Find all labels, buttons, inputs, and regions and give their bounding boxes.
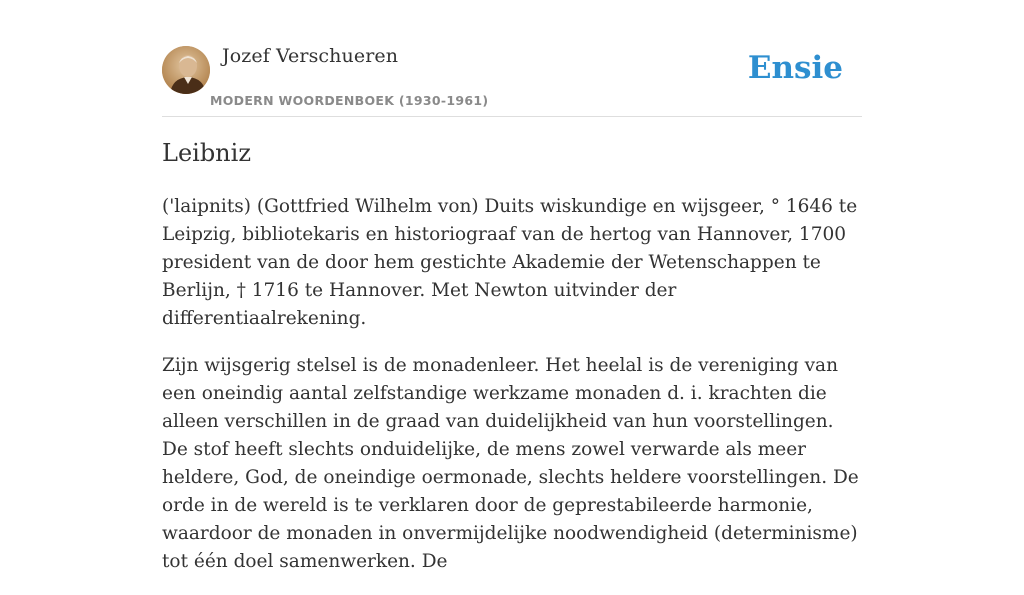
- source-label[interactable]: MODERN WOORDENBOEK (1930-1961): [210, 93, 489, 108]
- entry-title: Leibniz: [162, 139, 251, 167]
- author-name[interactable]: Jozef Verschueren: [222, 45, 399, 67]
- page: [162, 0, 862, 572]
- portrait-icon: [162, 46, 210, 94]
- brand-logo[interactable]: Ensie: [747, 50, 843, 86]
- author-avatar[interactable]: [162, 46, 210, 94]
- entry-paragraph: Zijn wijsgerig stelsel is de monadenleer. Het heelal is de vereniging van een oneindig aantal zelfstandige werkzame monaden d. i. krachten die alleen verschillen in de graad van duidelijkheid van hun voorstellingen. De stof heeft slechts onduidelijke, de mens zowel verwarde als meer heldere, God, de oneindige oermonade, slechts heldere voorstellingen. De orde in de wereld is te verklaren door de geprestabileerde harmonie, waardoor de monaden in onvermijdelijke noodwendigheid (determinisme) tot één doel samenwerken. De: [162, 355, 859, 572]
- header: [162, 0, 862, 117]
- entry-paragraph: ('laipnits) (Gottfried Wilhelm von) Duits wiskundige en wijsgeer, ° 1646 te Leipzig, bibliotekaris en historiograaf van de hertog van Hannover, 1700 president van de door hem gestichte Akademie der Wetenschappen te Berlijn, † 1716 te Hannover. Met Newton uitvinder der differentiaalrekening.: [162, 196, 858, 329]
- entry-body: [162, 193, 862, 595]
